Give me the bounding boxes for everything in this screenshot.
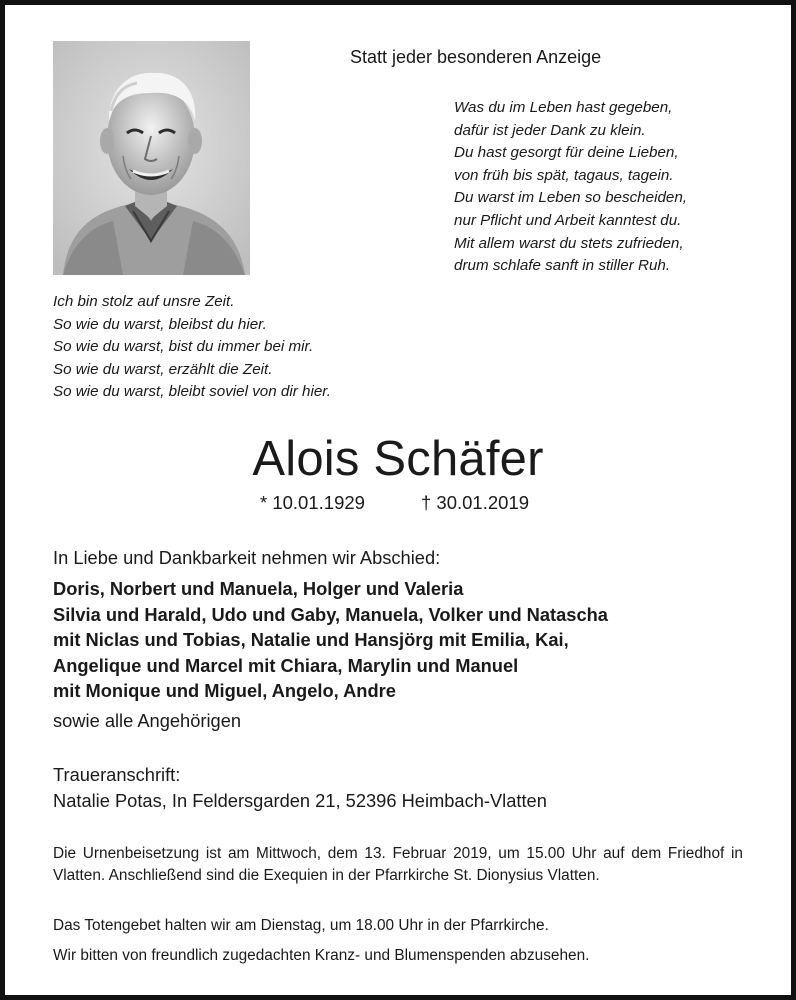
poem-line: Du hast gesorgt für deine Lieben, [454,144,679,162]
poem-line: von früh bis spät, tagaus, tagein. [454,166,674,184]
poem-line: Mit allem warst du stets zufrieden, [454,234,684,252]
poem-line: dafür ist jeder Dank zu klein. [454,121,646,139]
poem-line: Was du im Leben hast gegeben, [454,99,673,116]
family-line: Angelique und Marcel mit Chiara, Marylin und Manuel [53,654,519,676]
family-line: mit Niclas und Tobias, Natalie und Hansjörg mit Emilia, Kai, [53,629,569,650]
notice-header: Statt jeder besonderen Anzeige [350,47,602,67]
poem-line: Du warst im Leben so bescheiden, [454,189,688,207]
poem-line: drum schlafe sanft in stiller Ruh. [454,257,671,275]
poem-line: So wie du warst, bleibt soviel von dir hier. [53,383,332,401]
address-label: Traueranschrift: [53,764,181,785]
relatives-line: sowie alle Angehörigen [53,710,242,731]
family-list [53,576,608,704]
birth-date: * 10.01.1929 [260,492,365,513]
urn-burial-text: Die Urnenbeisetzung ist am Mittwoch, dem 13. Februar 2019, um 15.00 Uhr auf dem Friedhof in Vlatten. Anschließend sind die Exequien in der Pfarrkirche St. Dionysius Vlatten. [53,845,743,884]
poem-line: So wie du warst, bleibst du hier. [53,315,267,333]
poem-line: So wie du warst, erzählt die Zeit. [53,360,273,378]
portrait-photo [53,41,250,275]
farewell-intro: In Liebe und Dankbarkeit nehmen wir Abschied: [53,547,441,568]
family-line: Doris, Norbert und Manuela, Holger und Valeria [53,578,464,599]
poem-line: So wie du warst, bist du immer bei mir. [53,338,314,356]
death-date: † 30.01.2019 [421,492,530,513]
poem-line: nur Pflicht und Arbeit kanntest du. [454,211,682,229]
poem-left [53,291,331,404]
family-line: Silvia und Harald, Udo und Gaby, Manuela, Volker und Natascha [53,603,608,625]
mourning-address: Natalie Potas, In Feldersgarden 21, 52396 Heimbach-Vlatten [53,790,547,811]
family-line: mit Monique und Miguel, Angelo, Andre [53,680,396,701]
deceased-name: Alois Schäfer [252,432,544,486]
prayer-text: Das Totengebet halten wir am Dienstag, um 18.00 Uhr in der Pfarrkirche. [53,917,549,934]
flowers-text: Wir bitten von freundlich zugedachten Kranz- und Blumenspenden abzusehen. [53,947,590,964]
poem-line: Ich bin stolz auf unsre Zeit. [53,293,235,310]
poem-right [454,97,687,278]
